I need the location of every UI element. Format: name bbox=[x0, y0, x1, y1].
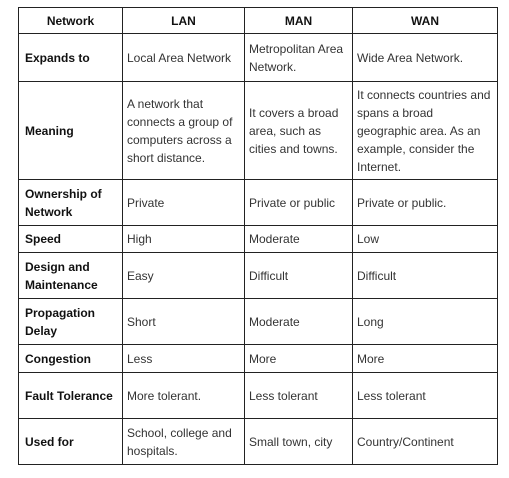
row-label: Speed bbox=[19, 226, 123, 253]
network-comparison-table bbox=[18, 7, 498, 465]
row-label: Meaning bbox=[19, 82, 123, 180]
man-cell: Metropolitan Area Network. bbox=[245, 34, 353, 82]
table-row bbox=[19, 180, 498, 226]
table-row bbox=[19, 419, 498, 465]
wan-cell: Difficult bbox=[353, 253, 498, 299]
row-label: Expands to bbox=[19, 34, 123, 82]
man-cell: It covers a broad area, such as cities and towns. bbox=[245, 82, 353, 180]
comparison-table-container bbox=[18, 7, 498, 465]
row-label: Ownership of Network bbox=[19, 180, 123, 226]
row-label: Propagation Delay bbox=[19, 299, 123, 345]
table-row bbox=[19, 345, 498, 373]
man-cell: Less tolerant bbox=[245, 373, 353, 419]
table-row bbox=[19, 253, 498, 299]
man-cell: More bbox=[245, 345, 353, 373]
man-cell: Difficult bbox=[245, 253, 353, 299]
wan-cell: Private or public. bbox=[353, 180, 498, 226]
table-row bbox=[19, 34, 498, 82]
lan-cell: Easy bbox=[123, 253, 245, 299]
table-row bbox=[19, 226, 498, 253]
header-man: MAN bbox=[245, 8, 353, 34]
man-cell: Private or public bbox=[245, 180, 353, 226]
table-row bbox=[19, 82, 498, 180]
lan-cell: Less bbox=[123, 345, 245, 373]
wan-cell: Wide Area Network. bbox=[353, 34, 498, 82]
row-label: Congestion bbox=[19, 345, 123, 373]
man-cell: Small town, city bbox=[245, 419, 353, 465]
row-label: Used for bbox=[19, 419, 123, 465]
table-row bbox=[19, 299, 498, 345]
lan-cell: High bbox=[123, 226, 245, 253]
row-label: Design and Maintenance bbox=[19, 253, 123, 299]
lan-cell: Private bbox=[123, 180, 245, 226]
header-row bbox=[19, 8, 498, 34]
header-lan: LAN bbox=[123, 8, 245, 34]
lan-cell: More tolerant. bbox=[123, 373, 245, 419]
wan-cell: Country/Continent bbox=[353, 419, 498, 465]
table-row bbox=[19, 373, 498, 419]
wan-cell: Less tolerant bbox=[353, 373, 498, 419]
wan-cell: More bbox=[353, 345, 498, 373]
header-network: Network bbox=[19, 8, 123, 34]
row-label: Fault Tolerance bbox=[19, 373, 123, 419]
wan-cell: Low bbox=[353, 226, 498, 253]
lan-cell: School, college and hospitals. bbox=[123, 419, 245, 465]
wan-cell: Long bbox=[353, 299, 498, 345]
lan-cell: Short bbox=[123, 299, 245, 345]
lan-cell: A network that connects a group of computers across a short distance. bbox=[123, 82, 245, 180]
man-cell: Moderate bbox=[245, 226, 353, 253]
lan-cell: Local Area Network bbox=[123, 34, 245, 82]
wan-cell: It connects countries and spans a broad geographic area. As an example, consider the Internet. bbox=[353, 82, 498, 180]
man-cell: Moderate bbox=[245, 299, 353, 345]
header-wan: WAN bbox=[353, 8, 498, 34]
